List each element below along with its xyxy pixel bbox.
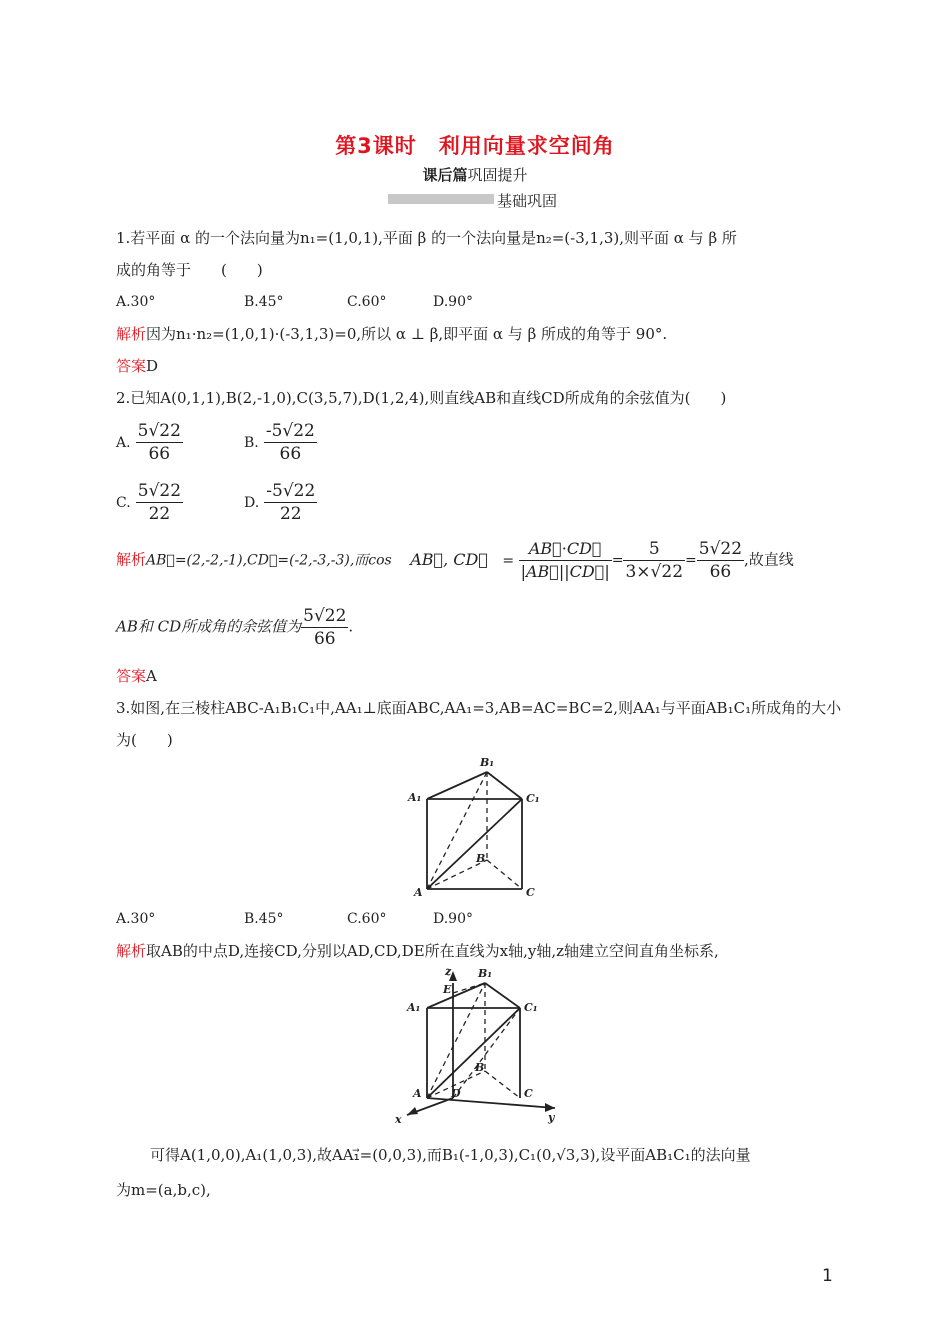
q2-result-frac: [301, 605, 348, 650]
page-title: 第3课时 利用向量求空间角: [335, 134, 615, 158]
subtitle-rest: 巩固提升: [467, 166, 528, 184]
fig2-label-x: x: [395, 1113, 402, 1126]
fig2-edge-a-b1: [427, 983, 485, 1098]
edge-a1-b1: [427, 772, 487, 799]
q2-option-d-label: D.: [244, 495, 260, 511]
q2-answer-label: 答案: [116, 667, 147, 685]
q2-option-c: [116, 480, 183, 525]
q1-analysis-text: 因为n₁·n₂=(1,0,1)·(-3,1,3)=0,所以 α ⊥ β,即平面 α 与 β 所成的角等于 90°.: [146, 325, 668, 343]
fig2-label-b1: B₁: [478, 967, 493, 980]
prism-figure-2: [385, 963, 575, 1128]
q2-option-b-label: B.: [244, 435, 259, 451]
fig2-label-b: B: [475, 1061, 485, 1074]
edge-b-c: [487, 860, 522, 889]
q3-option-c: C.60°: [347, 911, 387, 927]
q1-analysis: [116, 324, 667, 344]
q2-option-d: [244, 480, 317, 525]
q2-option-c-den: 22: [148, 504, 171, 524]
q2-option-a-label: A.: [116, 435, 131, 451]
fig2-y-axis: [427, 1098, 555, 1108]
edge-a-c1: [427, 799, 522, 889]
q2-result-num: 5√22: [303, 606, 347, 626]
fig2-label-a: A: [413, 1087, 422, 1100]
fig2-label-y: y: [548, 1111, 555, 1124]
q2-option-a-frac: [136, 420, 183, 465]
q2-analysis-frac2-den: 3×√22: [625, 562, 684, 582]
q2-analysis-frac1: [519, 538, 612, 583]
q2-analysis-label: 解析: [116, 550, 147, 569]
q2-answer: [116, 666, 157, 686]
q3-analysis-line3: 为m=(a,b,c),: [116, 1181, 211, 1199]
label-c1: C₁: [526, 792, 540, 805]
q2-option-b: [244, 420, 317, 465]
q2-option-b-frac: [264, 420, 317, 465]
q2-option-d-frac: [264, 480, 317, 525]
q2-analysis-frac3: [697, 538, 744, 583]
q2-analysis-frac2: [623, 538, 685, 583]
q3-option-b: B.45°: [244, 911, 284, 927]
fig2-label-a1: A₁: [407, 1001, 421, 1014]
q2-analysis-ab: AB⃗=(2,-2,-1),: [146, 552, 248, 569]
q2-option-c-frac: [136, 480, 183, 525]
subtitle-bold: 课后篇: [422, 166, 468, 184]
q2-analysis-frac3-den: 66: [709, 562, 732, 582]
q2-result-den: 66: [313, 629, 336, 649]
q3-stem-line1: 3.如图,在三棱柱ABC-A₁B₁C₁中,AA₁⊥底面ABC,AA₁=3,AB=AC=BC=2,则AA₁与平面AB₁C₁所成角的大小: [116, 699, 842, 717]
fig2-edge-b1-c1: [485, 983, 520, 1008]
q1-answer-value: D: [146, 357, 159, 375]
q3-analysis-text: 取AB的中点D,连接CD,分别以AD,CD,DE所在直线为x轴,y轴,z轴建立空间直角坐标系,: [146, 942, 719, 960]
q2-option-d-den: 22: [279, 504, 302, 524]
page-number: 1: [822, 1266, 833, 1286]
fig2-label-c1: C₁: [524, 1001, 538, 1014]
q1-option-d: D.90°: [433, 294, 473, 310]
q2-option-c-label: C.: [116, 495, 131, 511]
q2-analysis-frac2-num: 5: [623, 538, 685, 561]
q1-stem-line2: 成的角等于 ( ): [116, 261, 263, 279]
q2-option-a-den: 66: [148, 444, 171, 464]
q1-stem-line1: 1.若平面 α 的一个法向量为n₁=(1,0,1),平面 β 的一个法向量是n₂=(-3,1,3),则平面 α 与 β 所: [116, 229, 737, 247]
q3-option-d: D.90°: [433, 911, 473, 927]
q3-analysis-line2: 可得A(1,0,0),A₁(1,0,3),故AA₁⃗=(0,0,3),而B₁(-1,0,3),C₁(0,√3,3),设平面AB₁C₁的法向量: [150, 1146, 751, 1164]
q1-answer: [116, 356, 158, 376]
q2-stem: 2.已知A(0,1,1),B(2,-1,0),C(3,5,7),D(1,2,4),则直线AB和直线CD所成角的余弦值为( ): [116, 389, 727, 407]
label-b1: B₁: [480, 756, 495, 769]
q2-analysis-line2-text: AB和 CD所成角的余弦值为: [116, 617, 302, 636]
x-arrow-icon: [407, 1107, 418, 1115]
fig2-label-c: C: [524, 1087, 533, 1100]
prism-figure-1: [400, 752, 550, 902]
q1-option-a: A.30°: [116, 294, 156, 310]
q1-analysis-label: 解析: [116, 325, 147, 343]
fig2-edge-d-c1: [453, 1008, 520, 1098]
section-bar: [388, 194, 494, 204]
fig2-edge-b-c: [485, 1071, 520, 1098]
edge-b1-c1: [487, 772, 522, 799]
q3-option-a: A.30°: [116, 911, 156, 927]
q2-answer-value: A: [146, 667, 157, 685]
q2-analysis-tail: ,故直线: [744, 550, 794, 569]
fig2-label-d: D: [451, 1087, 461, 1100]
fig2-label-e: E: [443, 983, 452, 996]
q1-answer-label: 答案: [116, 357, 147, 375]
q2-option-a: [116, 420, 183, 465]
q2-option-d-num: -5√22: [266, 481, 316, 501]
section-title: 基础巩固: [497, 192, 558, 210]
q2-analysis-cd: CD⃗=(-2,-3,-3),而cos: [247, 552, 392, 569]
q3-analysis-label: 解析: [116, 942, 147, 960]
q2-analysis-frac1-den: |AB⃗||CD⃗|: [520, 562, 610, 581]
q2-analysis-frac1-num: AB⃗·CD⃗: [519, 538, 612, 561]
label-c: C: [526, 886, 535, 899]
q2-option-b-den: 66: [279, 444, 302, 464]
q1-option-c: C.60°: [347, 294, 387, 310]
fig2-edge-a1-b1: [427, 983, 485, 1008]
q2-option-a-num: 5√22: [137, 421, 181, 441]
fig2-edge-a-c1: [427, 1008, 520, 1098]
subtitle: [0, 164, 950, 185]
q2-option-b-num: -5√22: [265, 421, 315, 441]
q2-analysis-vec-pair: AB⃗, CD⃗: [410, 549, 488, 569]
fig2-label-z: z: [445, 965, 452, 978]
edge-a-b1: [427, 772, 487, 889]
q2-analysis-frac3-num: 5√22: [698, 539, 743, 559]
q3-stem-line2: 为( ): [116, 731, 173, 749]
q1-option-b: B.45°: [244, 294, 284, 310]
q3-analysis: [116, 941, 719, 961]
label-a: A: [414, 886, 423, 899]
q2-analysis: 解析AB⃗=(2,-2,-1),CD⃗=(-2,-3,-3),而cos AB⃗, CD⃗ = $\frac{AB⃗\cdot CD⃗}{|AB⃗||CD⃗|}$ = $\frac{5}{3\times√22}$ = $\frac{5√22}{66}$ ,故直线: [116, 539, 794, 582]
label-a1: A₁: [408, 791, 422, 804]
q2-analysis-line2: AB和 CD所成角的余弦值为 $\frac{5√22}{66}$ .: [116, 606, 354, 649]
label-b: B: [476, 852, 486, 865]
q2-option-c-num: 5√22: [137, 481, 182, 501]
